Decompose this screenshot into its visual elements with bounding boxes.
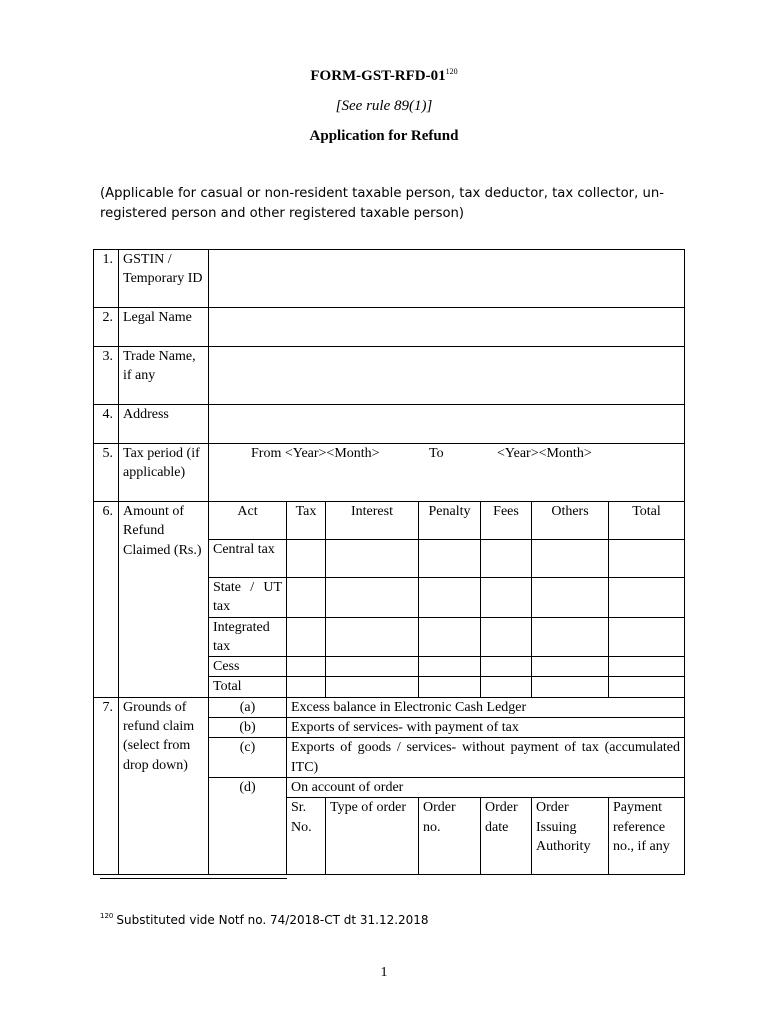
refund-form-table xyxy=(93,249,685,875)
amount-cell[interactable] xyxy=(609,677,685,697)
col-header-total: Total xyxy=(609,502,685,540)
row-tax-period xyxy=(94,444,685,502)
row-label: Address xyxy=(119,405,209,444)
ground-row-a xyxy=(94,697,685,717)
order-col-date: Order date xyxy=(481,798,532,875)
col-header-others: Others xyxy=(532,502,609,540)
act-label: Cess xyxy=(209,657,287,677)
col-header-tax: Tax xyxy=(287,502,326,540)
amount-cell[interactable] xyxy=(419,657,481,677)
row-number: 5. xyxy=(94,444,119,502)
applicability-note: (Applicable for casual or non-resident taxable person, tax deductor, tax collector, un-registered person and other registered taxable person) xyxy=(100,186,664,221)
amount-cell[interactable] xyxy=(481,540,532,578)
row-trade-name xyxy=(94,347,685,405)
order-col-payment-ref: Payment reference no., if any xyxy=(609,798,685,875)
amount-cell[interactable] xyxy=(326,657,419,677)
ground-code: (d) xyxy=(209,777,287,874)
amount-cell[interactable] xyxy=(481,657,532,677)
row-number: 7. xyxy=(94,697,119,874)
footnote xyxy=(100,913,429,927)
amount-cell[interactable] xyxy=(326,677,419,697)
row-label: Legal Name xyxy=(119,308,209,347)
period-to-value: <Year><Month> xyxy=(497,446,592,461)
footnote-text: Substituted vide Notf no. 74/2018-CT dt 31.12.2018 xyxy=(116,913,429,927)
period-from: From <Year><Month> xyxy=(251,446,380,461)
order-col-sr-no: Sr. No. xyxy=(287,798,326,875)
amount-cell[interactable] xyxy=(609,578,685,618)
amount-cell[interactable] xyxy=(287,617,326,657)
order-col-type: Type of order xyxy=(326,798,419,875)
ground-option[interactable]: Exports of goods / services- without payment of tax (accumulated ITC) xyxy=(287,738,685,778)
row-label: Trade Name, if any xyxy=(119,347,209,405)
row-number: 1. xyxy=(94,250,119,308)
amount-cell[interactable] xyxy=(287,657,326,677)
amount-cell[interactable] xyxy=(419,540,481,578)
row-label: Grounds of refund claim (select from drop down) xyxy=(119,697,209,874)
form-title xyxy=(0,68,768,85)
gstin-value-cell[interactable] xyxy=(209,250,685,308)
amount-cell[interactable] xyxy=(419,578,481,618)
row-gstin xyxy=(94,250,685,308)
amount-cell[interactable] xyxy=(326,578,419,618)
amount-cell[interactable] xyxy=(532,540,609,578)
amount-cell[interactable] xyxy=(532,657,609,677)
row-address xyxy=(94,405,685,444)
row-number: 6. xyxy=(94,502,119,698)
act-label: Integrated tax xyxy=(209,617,287,657)
tax-period-cell[interactable] xyxy=(209,444,685,502)
amount-cell[interactable] xyxy=(532,677,609,697)
rule-reference: [See rule 89(1)] xyxy=(335,98,433,114)
trade-name-value-cell[interactable] xyxy=(209,347,685,405)
col-header-penalty: Penalty xyxy=(419,502,481,540)
col-header-interest: Interest xyxy=(326,502,419,540)
form-subtitle: Application for Refund xyxy=(309,128,459,144)
ground-option[interactable]: Exports of services- with payment of tax xyxy=(287,718,685,738)
act-label: State / UT tax xyxy=(209,578,287,618)
amount-cell[interactable] xyxy=(287,540,326,578)
order-col-number: Order no. xyxy=(419,798,481,875)
amount-cell[interactable] xyxy=(287,677,326,697)
amount-cell[interactable] xyxy=(287,578,326,618)
page-number: 1 xyxy=(380,965,388,980)
legal-name-value-cell[interactable] xyxy=(209,308,685,347)
footnote-separator xyxy=(100,878,287,879)
row-label: Tax period (if applicable) xyxy=(119,444,209,502)
row-legal-name xyxy=(94,308,685,347)
ground-option[interactable]: Excess balance in Electronic Cash Ledger xyxy=(287,697,685,717)
footnote-ref: 120 xyxy=(445,67,458,76)
row-number: 3. xyxy=(94,347,119,405)
form-title-text: FORM-GST-RFD-01 xyxy=(310,68,446,84)
row-label: GSTIN / Temporary ID xyxy=(119,250,209,308)
refund-amount-header-row xyxy=(94,502,685,540)
amount-cell[interactable] xyxy=(609,540,685,578)
row-label: Amount of Refund Claimed (Rs.) xyxy=(119,502,209,698)
amount-cell[interactable] xyxy=(419,677,481,697)
ground-code: (b) xyxy=(209,718,287,738)
address-value-cell[interactable] xyxy=(209,405,685,444)
amount-cell[interactable] xyxy=(419,617,481,657)
amount-cell[interactable] xyxy=(609,617,685,657)
ground-code: (a) xyxy=(209,697,287,717)
act-label: Total xyxy=(209,677,287,697)
act-label: Central tax xyxy=(209,540,287,578)
amount-cell[interactable] xyxy=(326,540,419,578)
amount-cell[interactable] xyxy=(481,677,532,697)
row-number: 4. xyxy=(94,405,119,444)
row-number: 2. xyxy=(94,308,119,347)
amount-cell[interactable] xyxy=(532,578,609,618)
col-header-fees: Fees xyxy=(481,502,532,540)
period-to-label: To xyxy=(429,446,444,461)
footnote-marker: 120 xyxy=(100,912,114,920)
order-col-authority: Order Issuing Authority xyxy=(532,798,609,875)
amount-cell[interactable] xyxy=(609,657,685,677)
col-header-act: Act xyxy=(209,502,287,540)
amount-cell[interactable] xyxy=(326,617,419,657)
ground-code: (c) xyxy=(209,738,287,778)
amount-cell[interactable] xyxy=(532,617,609,657)
ground-option[interactable]: On account of order xyxy=(287,777,685,797)
amount-cell[interactable] xyxy=(481,578,532,618)
amount-cell[interactable] xyxy=(481,617,532,657)
